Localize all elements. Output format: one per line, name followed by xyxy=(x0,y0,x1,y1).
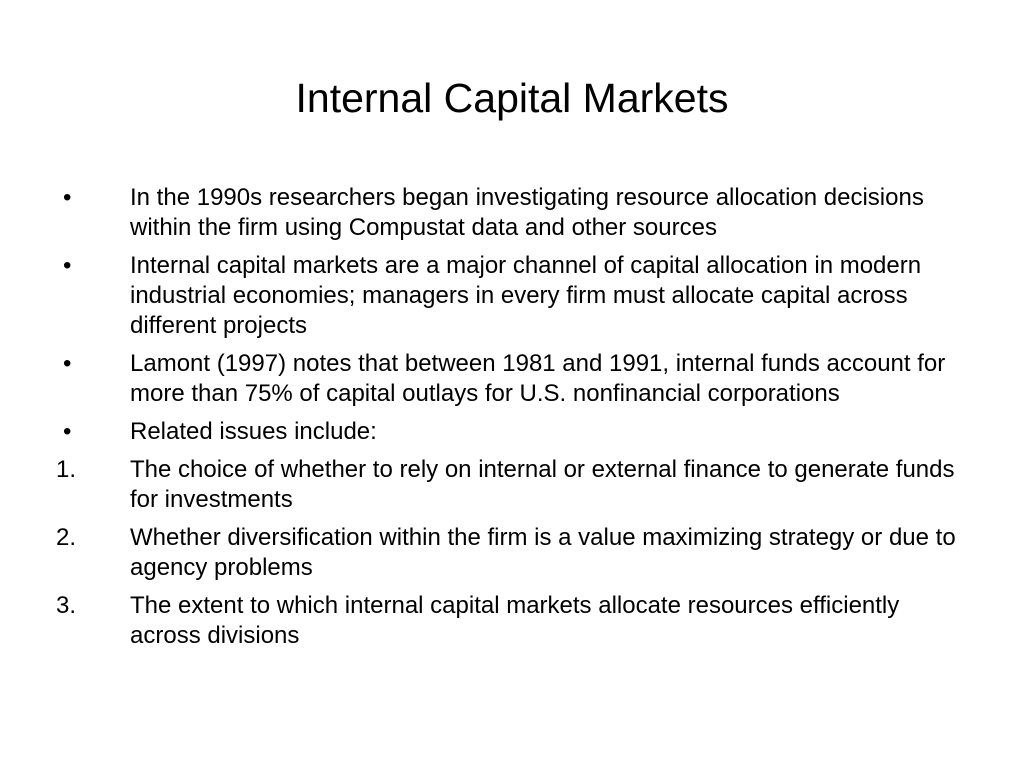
list-item-text: Lamont (1997) notes that between 1981 and 1991, internal funds account for more than 75% of capital outlays for U.S. nonfinancial corporations xyxy=(130,350,946,407)
list-item-text: The extent to which internal capital markets allocate resources efficiently across divisions xyxy=(130,592,900,649)
list-item xyxy=(56,417,976,447)
list-item xyxy=(56,251,976,341)
number-marker: 1. xyxy=(56,456,77,483)
bullet-marker: • xyxy=(63,350,72,377)
number-marker: 2. xyxy=(56,524,77,551)
numbered-list-item xyxy=(56,523,976,583)
bullet-marker: • xyxy=(63,252,72,279)
list-item-text: In the 1990s researchers began investigating resource allocation decisions within the firm using Compustat data and other sources xyxy=(130,184,924,241)
list-item xyxy=(56,349,976,409)
list-item-text: The choice of whether to rely on internal or external finance to generate funds for investments xyxy=(130,456,955,513)
bullet-marker: • xyxy=(63,184,72,211)
list-item-text: Whether diversification within the firm is a value maximizing strategy or due to agency problems xyxy=(130,524,956,581)
slide-title: Internal Capital Markets xyxy=(295,75,729,121)
numbered-list-item xyxy=(56,455,976,515)
slide-content-list xyxy=(56,183,976,659)
number-marker: 3. xyxy=(56,592,77,619)
list-item-text: Internal capital markets are a major channel of capital allocation in modern industrial economies; managers in every firm must allocate capital across different projects xyxy=(130,252,922,339)
list-item xyxy=(56,183,976,243)
numbered-list-item xyxy=(56,591,976,651)
bullet-marker: • xyxy=(63,418,72,445)
list-item-text: Related issues include: xyxy=(130,418,377,445)
